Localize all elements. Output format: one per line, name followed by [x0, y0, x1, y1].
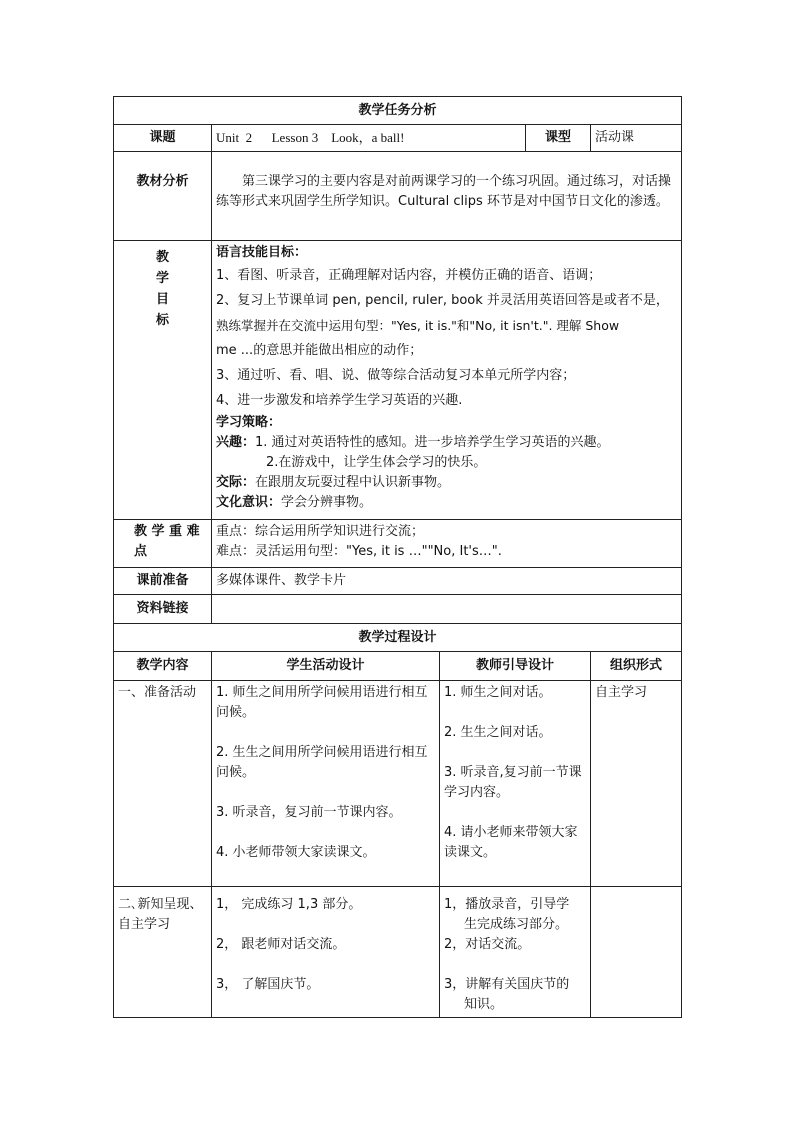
skill-item: me ...的意思并能做出相应的动作； — [216, 343, 423, 358]
teacher-guidance: 2，对话交流。 — [444, 937, 531, 952]
skill-item: 熟练掌握并在交流中运用句型："Yes, it is."和"No, it isn't.". 理解 Show — [216, 318, 620, 333]
key-points-content — [212, 520, 682, 568]
process-header-form: 组织形式 — [591, 652, 682, 681]
student-activity: 3， 了解国庆节。 — [216, 977, 320, 992]
culture-text: 学会分辨事物。 — [281, 495, 373, 510]
goals-label-char: 目 — [155, 292, 169, 307]
process-form-cell: 自主学习 — [591, 681, 682, 887]
process-title: 教学过程设计 — [114, 624, 682, 652]
interest-label: 兴趣： — [216, 435, 256, 450]
student-activity: 1， 完成练习 1,3 部分。 — [216, 897, 362, 912]
resources-value — [212, 595, 682, 624]
student-activity: 2. 生生之间用所学问候用语进行相互问候。 — [216, 745, 428, 780]
resources-label: 资料链接 — [114, 595, 212, 624]
skill-item: 4、进一步激发和培养学生学习英语的兴趣. — [216, 393, 463, 408]
process-header-content: 教学内容 — [114, 652, 212, 681]
process-teacher-cell — [440, 887, 591, 1018]
process-student-cell — [212, 887, 440, 1018]
task-analysis-title: 教学任务分析 — [114, 97, 682, 125]
teacher-guidance: 3，讲解有关国庆节的知识。 — [444, 977, 570, 1012]
teacher-guidance: 1. 师生之间对话。 — [444, 685, 552, 700]
goals-label-char: 学 — [155, 271, 169, 286]
skill-item: 1、看图、听录音，正确理解对话内容，并模仿正确的语音、语调； — [216, 268, 602, 283]
difficult-point: 难点：灵活运用句型："Yes, it is …""No, It's…". — [216, 544, 502, 559]
teacher-guidance: 4. 请小老师来带领大家读课文。 — [444, 825, 578, 860]
prep-label: 课前准备 — [114, 568, 212, 595]
key-point: 重点：综合运用所学知识进行交流； — [216, 524, 425, 539]
skill-item: 3、通过听、看、唱、说、做等综合活动复习本单元所学内容； — [216, 368, 576, 383]
teacher-guidance: 3. 听录音,复习前一节课学习内容。 — [444, 765, 582, 800]
communication-text: 在跟朋友玩耍过程中认识新事物。 — [255, 475, 451, 490]
interest-item: 2.在游戏中，让学生体会学习的快乐。 — [266, 455, 487, 470]
process-row — [114, 887, 682, 1018]
material-text: 第三课学习的主要内容是对前两课学习的一个练习巩固。通过练习，对话操练等形式来巩固学生所学知识。Cultural clips 环节是对中国节日文化的渗透。 — [212, 152, 682, 241]
topic-label: 课题 — [114, 125, 212, 152]
interest-item: 1. 通过对英语特性的感知。进一步培养学生学习英语的兴趣。 — [255, 435, 610, 450]
process-student-cell — [212, 681, 440, 887]
strategy-title: 学习策略： — [216, 415, 282, 430]
skills-title: 语言技能目标： — [216, 245, 308, 260]
material-label: 教材分析 — [114, 152, 212, 241]
process-content-cell: 二､新知呈现、自主学习 — [114, 887, 212, 1018]
student-activity: 2， 跟老师对话交流。 — [216, 937, 346, 952]
goals-label — [114, 241, 212, 520]
communication-label: 交际： — [216, 475, 256, 490]
process-teacher-cell — [440, 681, 591, 887]
goals-label-char: 标 — [155, 313, 169, 328]
task-analysis-table — [113, 96, 682, 1018]
student-activity: 4. 小老师带领大家读课文。 — [216, 845, 376, 860]
student-activity: 1. 师生之间用所学问候用语进行相互问候。 — [216, 685, 428, 720]
process-row — [114, 681, 682, 887]
lesson-type-label: 课型 — [526, 125, 591, 152]
prep-value: 多媒体课件、教学卡片 — [212, 568, 682, 595]
process-form-cell — [591, 887, 682, 1018]
process-content-cell: 一、准备活动 — [114, 681, 212, 887]
key-points-label: 教 学 重 难 点 — [114, 520, 212, 568]
lesson-plan-page — [113, 96, 681, 1018]
lesson-type-value: 活动课 — [591, 125, 682, 152]
process-header-student: 学生活动设计 — [212, 652, 440, 681]
goals-content — [212, 241, 682, 520]
teacher-guidance: 1，播放录音，引导学生完成练习部分。 — [444, 897, 570, 932]
teacher-guidance: 2. 生生之间对话。 — [444, 725, 552, 740]
process-header-teacher: 教师引导设计 — [440, 652, 591, 681]
skill-item: 2、复习上节课单词 pen, pencil, ruler, book 并灵活用英语回答是或者不是， — [216, 293, 669, 308]
goals-label-char: 教 — [155, 250, 169, 265]
culture-label: 文化意识： — [216, 495, 282, 510]
topic-value: Unit 2 Lesson 3 Look，a ball! — [212, 125, 526, 152]
student-activity: 3. 听录音，复习前一节课内容。 — [216, 805, 402, 820]
